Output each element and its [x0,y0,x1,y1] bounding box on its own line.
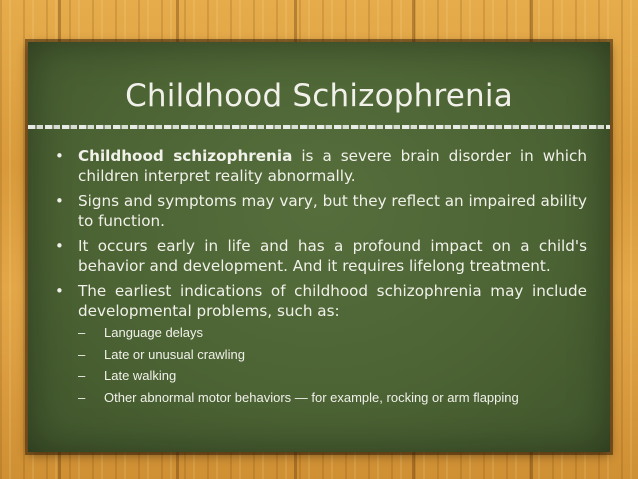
slide-title: Childhood Schizophrenia [125,78,513,114]
bullet-text: Signs and symptoms may vary, but they reflect an impaired ability to function. [78,192,587,230]
sub-bullet-item [78,345,587,366]
bullet-icon: • [55,237,64,255]
bullet-item [52,147,587,186]
sub-bullet-text: Other abnormal motor behaviors — for example, rocking or arm flapping [104,389,519,405]
bullet-item [52,237,587,276]
dash-icon: – [78,389,86,405]
bullet-icon: • [55,147,64,165]
bullet-item [52,282,587,408]
bullet-item [52,192,587,231]
dash-icon: – [78,368,86,383]
sub-bullet-item [78,366,587,387]
bullet-icon: • [55,282,64,300]
dash-icon: – [78,325,86,340]
sub-bullet-list [78,323,587,408]
bullet-text: The earliest indications of childhood schizophrenia may include developmental problems, such as: [78,282,587,320]
sub-bullet-text: Late walking [104,368,177,383]
sub-bullet-text: Language delays [104,325,204,340]
chalk-divider [28,125,610,129]
bullet-text: is a severe brain disorder in which children interpret reality abnormally. [78,147,587,185]
sub-bullet-item [78,323,587,344]
bullet-text: It occurs early in life and has a profound impact on a child's behavior and development. And it requires lifelong treatment. [78,237,587,275]
sub-bullet-item [78,388,587,409]
bullet-list [52,147,587,414]
dash-icon: – [78,346,86,362]
bullet-icon: • [55,192,64,210]
sub-bullet-text: Late or unusual crawling [104,346,245,362]
bullet-bold-text: Childhood schizophrenia [78,147,293,165]
